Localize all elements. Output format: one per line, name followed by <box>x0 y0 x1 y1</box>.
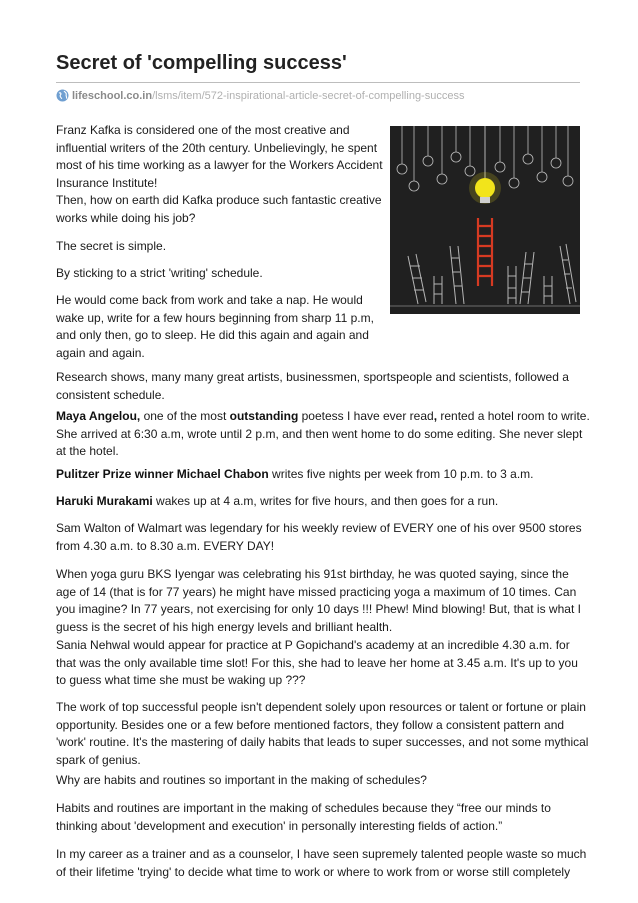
source-path-link[interactable]: /lsms/item/572-inspirational-article-secret-of-compelling-success <box>152 90 465 102</box>
paragraph-11: When yoga guru BKS Iyengar was celebrating his 91st birthday, he was quoted saying, since the age of 14 (that is for 77 years) he might have missed practicing yoga a maximum of 10 times. Can you imagine? In 77 years, not exercising for only 10 days !!! Phew! Mind blowing! But, that is what I guess is the secret of his high energy levels and brilliant health. <box>56 567 581 634</box>
page-title: Secret of 'compelling success' <box>56 52 347 74</box>
paragraph-16: In my career as a trainer and as a counselor, I have seen supremely talented people waste so much of their lifetime 'trying' to decide what time to work or where to work from or worse still completely <box>56 847 587 879</box>
paragraph-15: Habits and routines are important in the making of schedules because they “free our minds to thinking about 'development and execution' in personally interesting fields of action.” <box>56 801 551 833</box>
source-line <box>56 88 464 104</box>
paragraph-14: Why are habits and routines so important in the making of schedules? <box>56 773 427 787</box>
paragraph-12: Sania Nehwal would appear for practice at P Gopichand's academy at an incredible 4.30 a.m. for that was the only available time slot! For this, she had to leave her home at 3.45 a.m. It's up to you to guess what time she must be waking up ??? <box>56 638 578 687</box>
paragraph-7: Maya Angelou, one of the most outstanding poetess I have ever read, rented a hotel room to write. She arrived at 6:30 a.m, wrote until 2 p.m, and then went home to do some editing. She never slept at the hotel. <box>56 409 590 458</box>
person-name: Pulitzer Prize winner Michael Chabon <box>56 467 269 481</box>
paragraph-6: Research shows, many many great artists, businessmen, sportspeople and scientists, followed a consistent schedule. <box>56 370 569 402</box>
paragraph-1: Franz Kafka is considered one of the most creative and influential writers of the 20th century. Unbelievingly, he spent most of his time working as a lawyer for the Workers Accident Insurance Institute! <box>56 123 383 190</box>
paragraph-8: Pulitzer Prize winner Michael Chabon writes five nights per week from 10 p.m. to 3 a.m. <box>56 467 534 481</box>
chalkboard-lightbulbs-ladder-illustration <box>390 126 580 314</box>
person-name: Maya Angelou, <box>56 409 141 423</box>
source-domain-link[interactable]: lifeschool.co.in <box>72 90 153 102</box>
chalkboard-illustration <box>390 126 580 314</box>
globe-icon <box>56 89 69 102</box>
person-name: Haruki Murakami <box>56 494 153 508</box>
paragraph-9: Haruki Murakami wakes up at 4 a.m, writes for five hours, and then goes for a run. <box>56 494 499 508</box>
paragraph-5: He would come back from work and take a nap. He would wake up, write for a few hours beginning from sharp 11 p.m, and only then, go to sleep. He did this again and again and again and again. <box>56 293 374 360</box>
paragraph-13: The work of top successful people isn't dependent solely upon resources or talent or fortune or plain opportunity. Besides one or a few before mentioned factors, they follow a consistent pattern and 'work' routine. It's the mastering of daily habits that leads to super successes, and not some mythical spark of genius. <box>56 700 589 767</box>
paragraph-10: Sam Walton of Walmart was legendary for his weekly review of EVERY one of his over 9500 stores from 4.30 a.m. to 8.30 a.m. EVERY DAY! <box>56 521 582 553</box>
paragraph-2: Then, how on earth did Kafka produce such fantastic creative works while doing his job? <box>56 193 382 225</box>
paragraph-3: The secret is simple. <box>56 239 167 253</box>
paragraph-4: By sticking to a strict 'writing' schedule. <box>56 266 263 280</box>
title-divider <box>56 82 580 83</box>
